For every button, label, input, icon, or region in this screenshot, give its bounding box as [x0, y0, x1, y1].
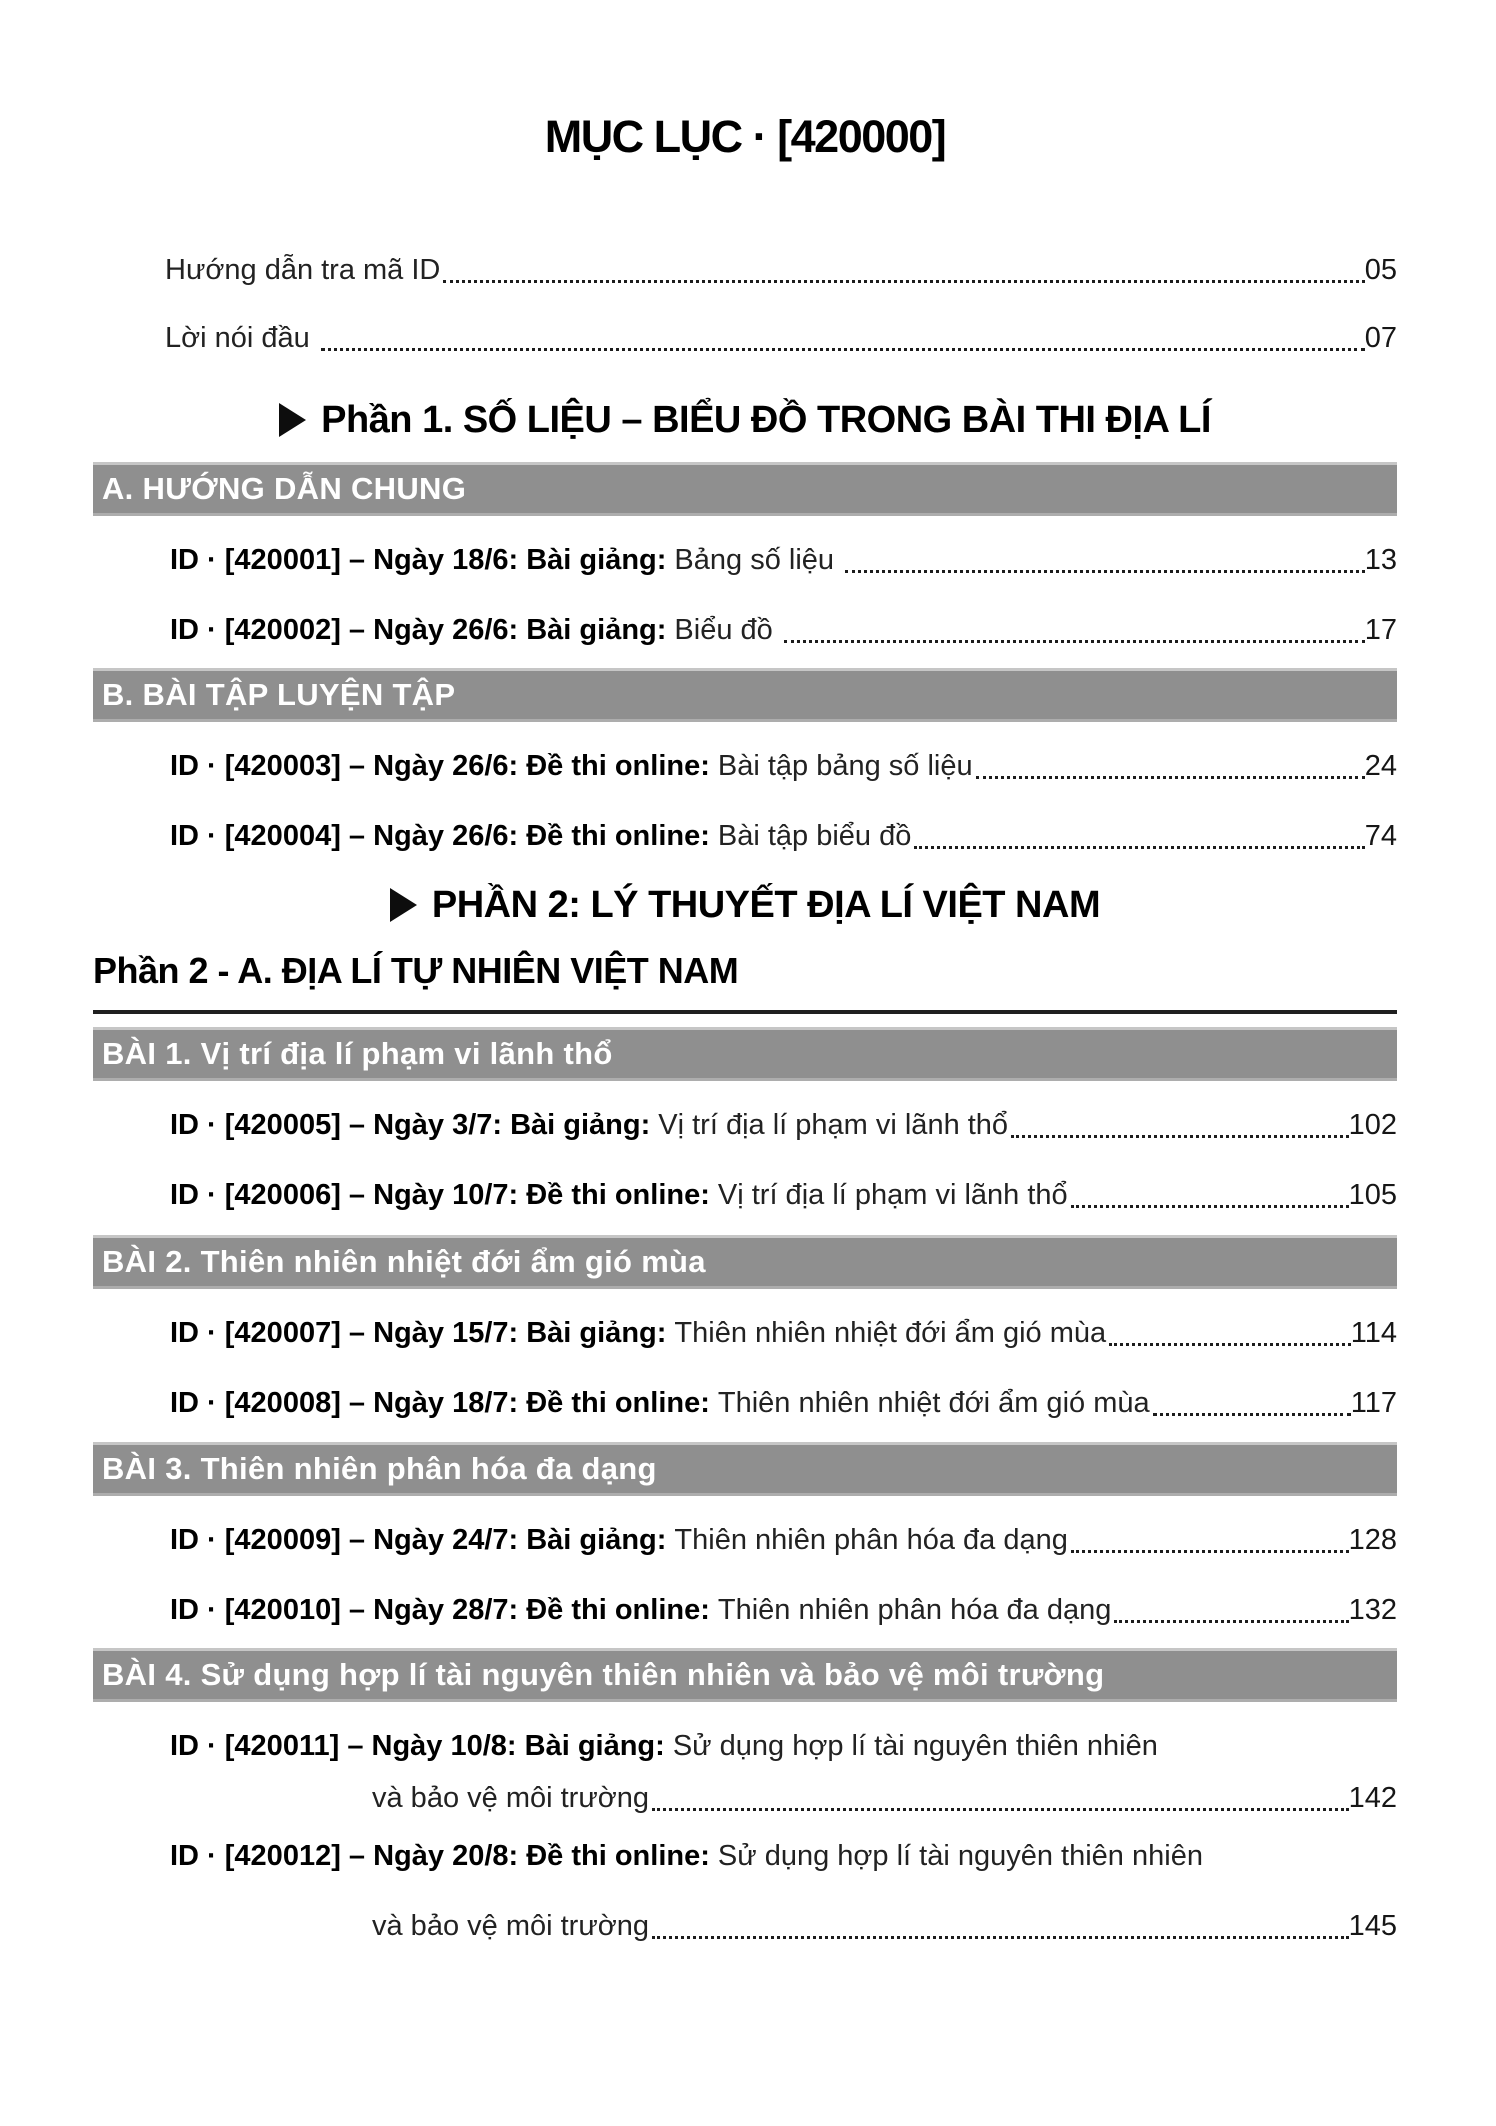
dotted-leader	[784, 640, 1365, 643]
dotted-leader	[321, 348, 1365, 351]
page-number: 142	[1348, 1782, 1397, 1814]
entry-prefix: ID · [420008] – Ngày 18/7: Đề thi online:	[170, 1387, 710, 1419]
page-number: 13	[1364, 544, 1397, 576]
entry-title: Vị trí địa lí phạm vi lãnh thổ	[658, 1109, 1009, 1141]
entry-title: Vị trí địa lí phạm vi lãnh thổ	[717, 1179, 1068, 1211]
part2-heading-label: PHẦN 2: LÝ THUYẾT ĐỊA LÍ VIỆT NAM	[431, 884, 1101, 926]
entry-title-line2: và bảo vệ môi trường	[372, 1910, 650, 1942]
entry-title-line2: và bảo vệ môi trường	[372, 1782, 650, 1814]
entry-title: Biểu đồ	[674, 614, 781, 646]
toc-entry	[93, 1590, 1397, 1630]
page-number: 128	[1348, 1524, 1397, 1556]
page-number: 74	[1364, 820, 1397, 852]
toc-entry	[93, 1313, 1397, 1353]
page-number: 24	[1364, 750, 1397, 782]
dotted-leader	[1011, 1135, 1349, 1138]
toc-entry	[93, 1175, 1397, 1215]
section-bar-bai3: BÀI 3. Thiên nhiên phân hóa đa dạng	[93, 1442, 1397, 1496]
dotted-leader	[914, 846, 1364, 849]
toc-entry	[93, 540, 1397, 580]
page-number: 132	[1348, 1594, 1397, 1626]
toc-entry-continuation	[93, 1778, 1397, 1818]
entry-prefix: ID · [420010] – Ngày 28/7: Đề thi online:	[170, 1594, 710, 1626]
page-number: 117	[1350, 1387, 1397, 1419]
toc-entry	[93, 816, 1397, 856]
entry-title: Bài tập bảng số liệu	[717, 750, 973, 782]
entry-prefix: ID · [420011] – Ngày 10/8: Bài giảng:	[170, 1730, 665, 1762]
section-bar-bai1: BÀI 1. Vị trí địa lí phạm vi lãnh thổ	[93, 1027, 1397, 1081]
page-number: 105	[1348, 1179, 1397, 1211]
toc-entry	[93, 1105, 1397, 1145]
toc-entry	[93, 746, 1397, 786]
section-bar-bai2: BÀI 2. Thiên nhiên nhiệt đới ẩm gió mùa	[93, 1235, 1397, 1289]
dotted-leader	[1109, 1343, 1351, 1346]
dotted-leader	[976, 776, 1365, 779]
part2-heading	[93, 882, 1397, 928]
entry-title: Thiên nhiên phân hóa đa dạng	[717, 1594, 1112, 1626]
dotted-leader	[1071, 1205, 1349, 1208]
toc-intro-row	[93, 250, 1397, 290]
dotted-leader	[1153, 1413, 1351, 1416]
section-bar-b: B. BÀI TẬP LUYỆN TẬP	[93, 668, 1397, 722]
entry-prefix: ID · [420001] – Ngày 18/6: Bài giảng:	[170, 544, 667, 576]
entry-prefix: ID · [420009] – Ngày 24/7: Bài giảng:	[170, 1524, 667, 1556]
entry-prefix: ID · [420012] – Ngày 20/8: Đề thi online:	[170, 1840, 710, 1872]
toc-entry	[93, 610, 1397, 650]
page-number: 102	[1348, 1109, 1397, 1141]
divider-rule	[93, 1010, 1397, 1014]
entry-prefix: ID · [420002] – Ngày 26/6: Bài giảng:	[170, 614, 667, 646]
toc-entry	[93, 1726, 1397, 1766]
triangle-icon	[279, 403, 306, 437]
entry-title: Sử dụng hợp lí tài nguyên thiên nhiên	[717, 1840, 1203, 1872]
entry-title: Sử dụng hợp lí tài nguyên thiên nhiên	[672, 1730, 1158, 1762]
entry-prefix: ID · [420005] – Ngày 3/7: Bài giảng:	[170, 1109, 651, 1141]
entry-prefix: ID · [420006] – Ngày 10/7: Đề thi online:	[170, 1179, 710, 1211]
page-title: MỤC LỤC · [420000]	[544, 111, 946, 162]
toc-entry	[93, 1383, 1397, 1423]
page-number: 145	[1348, 1910, 1397, 1942]
triangle-icon	[390, 888, 417, 922]
section-bar-bai4: BÀI 4. Sử dụng hợp lí tài nguyên thiên nhiên và bảo vệ môi trường	[93, 1648, 1397, 1702]
toc-entry	[93, 1836, 1397, 1876]
entry-title: Thiên nhiên nhiệt đới ẩm gió mùa	[674, 1317, 1107, 1349]
intro-list	[93, 250, 1397, 358]
part1-heading-label: Phần 1. SỐ LIỆU – BIỂU ĐỒ TRONG BÀI THI ĐỊA LÍ	[321, 399, 1211, 441]
toc-entry-continuation	[93, 1906, 1397, 1946]
entry-title: Thiên nhiên nhiệt đới ẩm gió mùa	[717, 1387, 1150, 1419]
dotted-leader	[652, 1936, 1349, 1939]
entry-prefix: ID · [420004] – Ngày 26/6: Đề thi online:	[170, 820, 710, 852]
dotted-leader	[1071, 1550, 1349, 1553]
toc-intro-row	[93, 318, 1397, 358]
entry-title: Bài tập biểu đồ	[717, 820, 912, 852]
dotted-leader	[443, 280, 1364, 283]
section-bar-a: A. HƯỚNG DẪN CHUNG	[93, 462, 1397, 516]
page-number: 07	[1364, 322, 1397, 354]
part2a-heading: Phần 2 - A. ĐỊA LÍ TỰ NHIÊN VIỆT NAM	[93, 950, 739, 991]
dotted-leader	[652, 1808, 1349, 1811]
page-number: 05	[1364, 254, 1397, 286]
entry-title: Thiên nhiên phân hóa đa dạng	[674, 1524, 1068, 1556]
entry-prefix: ID · [420007] – Ngày 15/7: Bài giảng:	[170, 1317, 667, 1349]
page-number: 17	[1364, 614, 1397, 646]
part1-heading	[93, 398, 1397, 442]
intro-label: Lời nói đầu	[165, 322, 318, 354]
toc-entry	[93, 1520, 1397, 1560]
entry-title: Bảng số liệu	[674, 544, 843, 576]
dotted-leader	[1114, 1620, 1348, 1623]
dotted-leader	[845, 570, 1365, 573]
intro-label: Hướng dẫn tra mã ID	[165, 254, 441, 286]
entry-prefix: ID · [420003] – Ngày 26/6: Đề thi online:	[170, 750, 710, 782]
page-number: 114	[1350, 1317, 1397, 1349]
